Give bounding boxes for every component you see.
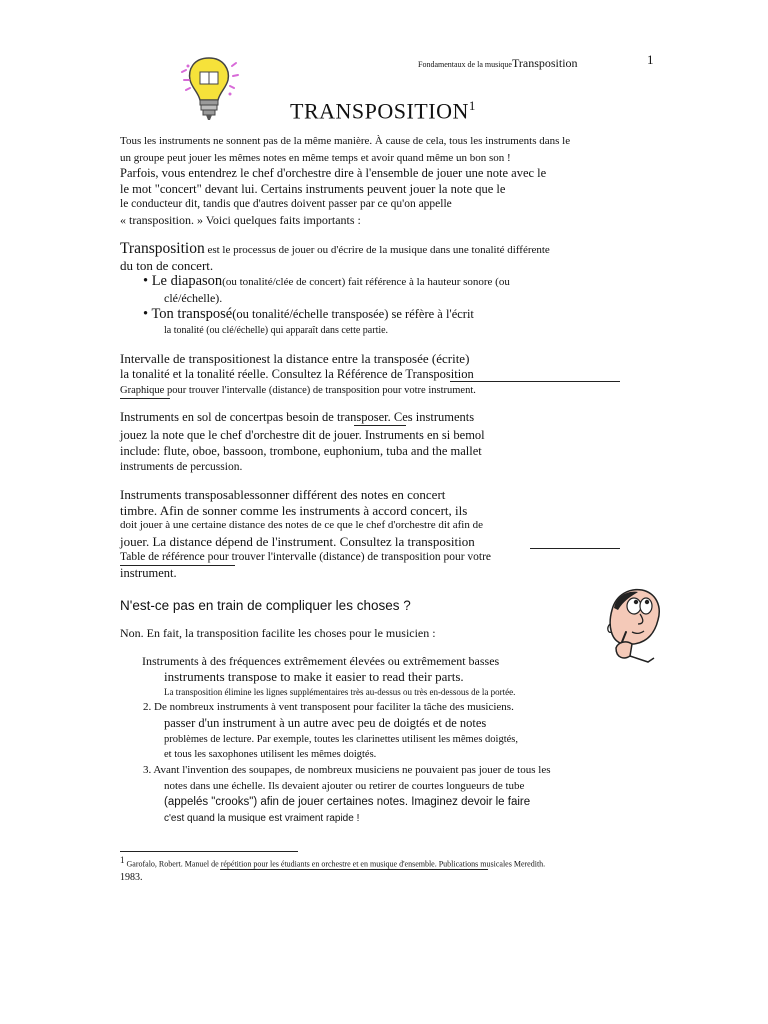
footnote-marker: 1 — [120, 855, 125, 865]
transposing-line-1: Instruments transposablessonner différent des notes en concert — [120, 487, 446, 502]
interval-line-2: la tonalité et la tonalité réelle. Consultez la Référence de Transposition — [120, 367, 474, 381]
reason-3-line-4: c'est quand la musique est vraiment rapide ! — [164, 813, 360, 824]
interval-line-3: Graphique pour trouver l'intervalle (distance) de transposition pour votre instrument. — [120, 385, 476, 396]
intro-line-5: le conducteur dit, tandis que d'autres doivent passer par ce qu'on appelle — [120, 198, 452, 210]
reason-3-line-3: (appelés "crooks") afin de jouer certaines notes. Imaginez devoir le faire — [164, 796, 531, 808]
bullet-transposed-key-term: • Ton transposé — [143, 306, 233, 322]
intro-line-3: Parfois, vous entendrez le chef d'orchestre dire à l'ensemble de jouer une note avec le — [120, 166, 547, 180]
bullet-concert-pitch — [143, 273, 510, 291]
transposition-definition-text: est le processus de jouer ou d'écrire de la musique dans une tonalité différente — [204, 244, 550, 256]
intro-line-1: Tous les instruments ne sonnent pas de la même manière. À cause de cela, tous les instruments dans le — [120, 135, 571, 147]
transposer-underline — [354, 425, 406, 426]
transposition-definition-line-2: du ton de concert. — [120, 258, 214, 273]
reason-2-line-3: problèmes de lecture. Par exemple, toutes les clarinettes utilisent les mêmes doigtés, — [164, 734, 518, 745]
reason-1-line-1: Instruments à des fréquences extrêmement élevées ou extrêmement basses — [142, 654, 500, 668]
transposition-term: Transposition — [120, 240, 205, 257]
intro-line-2: un groupe peut jouer les mêmes notes en même temps et avoir quand même un bon son ! — [120, 152, 511, 164]
transposing-line-6: instrument. — [120, 566, 177, 580]
footnote-text: Garofalo, Robert. Manuel de répétition pour les étudiants en orchestre et en musique d'ensemble. Publications musicales Meredith. — [126, 859, 546, 869]
title-footnote-marker[interactable]: 1 — [468, 98, 476, 113]
concert-g-line-2: jouez la note que le chef d'orchestre dit de jouer. Instruments en si bemol — [120, 428, 485, 442]
question-answer: Non. En fait, la transposition facilite les choses pour le musicien : — [120, 626, 436, 640]
header-section-label: Fondamentaux de la musique — [418, 60, 512, 69]
bullet-transposed-key-line-2: la tonalité (ou clé/échelle) qui apparaît dans cette partie. — [164, 325, 389, 336]
concert-g-line-4: instruments de percussion. — [120, 461, 243, 473]
reason-2-line-4: et tous les saxophones utilisent les mêmes doigtés. — [164, 749, 377, 760]
reason-1-line-3: La transposition élimine les lignes supplémentaires très au-dessus ou très en-dessous de la portée. — [164, 687, 516, 697]
reason-2-line-2: passer d'un instrument à un autre avec peu de doigtés et de notes — [164, 716, 487, 730]
transposing-line-4: jouer. La distance dépend de l'instrument. Consultez la transposition — [120, 534, 475, 549]
bullet-transposed-key — [143, 306, 474, 323]
bullet-transposed-key-text: (ou tonalité/échelle transposée) se réfère à l'écrit — [232, 307, 474, 321]
question-heading: N'est-ce pas en train de compliquer les choses ? — [120, 598, 411, 613]
concert-g-line-1: Instruments en sol de concertpas besoin de transposer. Ces instruments — [120, 410, 475, 424]
footnote-title-underline — [220, 869, 488, 870]
thinking-man-icon — [604, 584, 668, 664]
reason-3-line-2: notes dans une échelle. Ils devaient ajouter ou retirer de courtes longueurs de tube — [164, 780, 525, 792]
intro-line-4: le mot "concert" devant lui. Certains instruments peuvent jouer la note que le — [120, 182, 506, 196]
header-section-title: Transposition — [511, 56, 578, 70]
reason-3-line-1: 3. Avant l'invention des soupapes, de nombreux musiciens ne pouvaient pas jouer de tous les — [143, 764, 551, 776]
interval-graphique-underline — [120, 398, 170, 399]
footnote — [120, 855, 545, 869]
page-number: 1 — [647, 52, 654, 67]
reason-2-line-1: 2. De nombreux instruments à vent transposent pour faciliter la tâche des musiciens. — [143, 701, 514, 713]
transposing-line-5: Table de référence pour trouver l'intervalle (distance) de transposition pour votre — [120, 551, 492, 563]
bullet-concert-pitch-term: • Le diapason — [143, 273, 223, 289]
footnote-separator — [120, 851, 298, 852]
concert-g-line-3: include: flute, oboe, bassoon, trombone, euphonium, tuba and the mallet — [120, 444, 482, 458]
bullet-concert-pitch-line-2: clé/échelle). — [164, 291, 223, 305]
transposing-link-underline — [530, 548, 620, 549]
running-header — [418, 54, 578, 72]
transposing-line-2: timbre. Afin de sonner comme les instruments à accord concert, ils — [120, 503, 468, 518]
transposing-line-3: doit jouer à une certaine distance des notes de ce que le chef d'orchestre dit afin de — [120, 519, 483, 531]
bullet-concert-pitch-text: (ou tonalité/clée de concert) fait référence à la hauteur sonore (ou — [222, 276, 510, 288]
intro-line-6: « transposition. » Voici quelques faits importants : — [120, 213, 361, 227]
footnote-year: 1983. — [120, 872, 143, 883]
interval-line-1: Intervalle de transpositionest la distance entre la transposée (écrite) — [120, 351, 470, 366]
reason-1-line-2: instruments transpose to make it easier to read their parts. — [164, 669, 464, 684]
lightbulb-icon — [178, 54, 240, 124]
page-title — [290, 98, 476, 124]
page-title-text: TRANSPOSITION — [290, 98, 469, 124]
